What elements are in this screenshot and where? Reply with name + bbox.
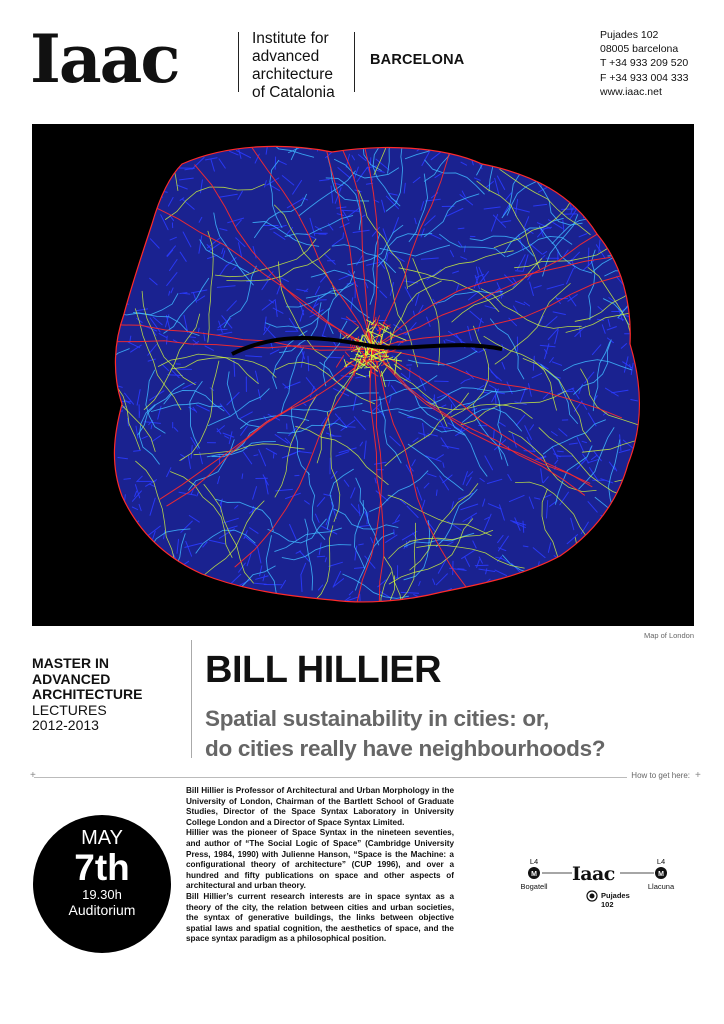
programme-name: [32, 656, 142, 734]
institute-line: Institute for: [252, 30, 329, 47]
programme-line: ARCHITECTURE: [32, 686, 143, 702]
metro-badge-text: M: [658, 871, 664, 878]
programme-line: MASTER IN: [32, 655, 109, 671]
destination-street: Pujades: [601, 891, 630, 900]
space-syntax-map-graphic: [32, 124, 694, 626]
map-caption: Map of London: [643, 631, 694, 640]
metro-station-bogatell: Bogatell: [520, 882, 548, 891]
date-month: MAY: [81, 827, 123, 849]
iaac-logo: [30, 28, 235, 92]
city-name: BARCELONA: [370, 52, 465, 68]
city-divider: [354, 32, 355, 92]
bio-paragraph: Bill Hillier’s current research interests are in space syntax as a theory of the city, the relation between cities and urban societies, the syntax of generative buildings, the links between objective spatial laws and spatial cognition, the aesthetics of space, and the space syntax paradigm as a philosophical position.: [186, 891, 454, 944]
bio-paragraph: Bill Hillier is Professor of Architectural and Urban Morphology in the University of London, Chairman of the Bartlett School of Graduate Studies, Director of the Space Syntax Laboratory in University College London and a Director of Space Syntax Limited.: [186, 786, 454, 827]
date-time: 19.30h: [82, 887, 122, 902]
lecture-title: [205, 704, 705, 764]
institute-line: of Catalonia: [252, 84, 335, 101]
bio-paragraph: Hillier was the pioneer of Space Syntax in the nineteen seventies, and author of “The Social Logic of Space” (Cambridge University Press, 1984, 1990) with Julienne Hanson, “Space is the Machine: a configurational theory of architecture” (CUP 1996), and over a hundred and fifty publications on space and other aspects of architectural and urban theory.: [186, 828, 454, 891]
metro-line-label: L4: [529, 858, 539, 866]
programme-divider: [191, 640, 192, 758]
website-link[interactable]: www.iaac.net: [600, 85, 662, 98]
metro-line-label: L4: [656, 858, 666, 866]
lecture-title-line: do cities really have neighbourhoods?: [205, 736, 606, 761]
institute-name: [252, 30, 335, 102]
section-rule: [34, 777, 668, 778]
date-badge: [33, 815, 171, 953]
london-map: [32, 124, 694, 626]
programme-line: LECTURES: [32, 701, 107, 718]
logo-text: Iaac: [30, 28, 179, 92]
phone-line: T +34 933 209 520: [600, 57, 689, 70]
lecture-title-line: Spatial sustainability in cities: or,: [205, 706, 550, 731]
destination-number: 102: [601, 900, 614, 909]
metro-station-llacuna: Llacuna: [647, 882, 675, 891]
address-line: 08005 barcelona: [600, 43, 679, 56]
plus-mark: +: [695, 770, 701, 781]
date-day: 7th: [74, 847, 130, 888]
programme-line: ADVANCED: [32, 670, 111, 687]
institute-line: advanced: [252, 48, 320, 65]
metro-directions-diagram: [490, 858, 690, 918]
directions-label: How to get here:: [627, 771, 690, 780]
institute-line: architecture: [252, 66, 333, 83]
iaac-mini-logo: Iaac: [572, 863, 615, 885]
speaker-biography: [186, 786, 454, 945]
programme-year: 2012-2013: [32, 717, 99, 733]
speaker-name: BILL HILLIER: [205, 649, 442, 691]
metro-badge-text: M: [531, 871, 537, 878]
header-divider: [238, 32, 239, 92]
date-venue: Auditorium: [68, 902, 136, 918]
fax-line: F +34 933 004 333: [600, 71, 689, 84]
plus-mark: +: [30, 770, 36, 781]
contact-address: [600, 28, 688, 99]
address-line: Pujades 102: [600, 29, 659, 41]
